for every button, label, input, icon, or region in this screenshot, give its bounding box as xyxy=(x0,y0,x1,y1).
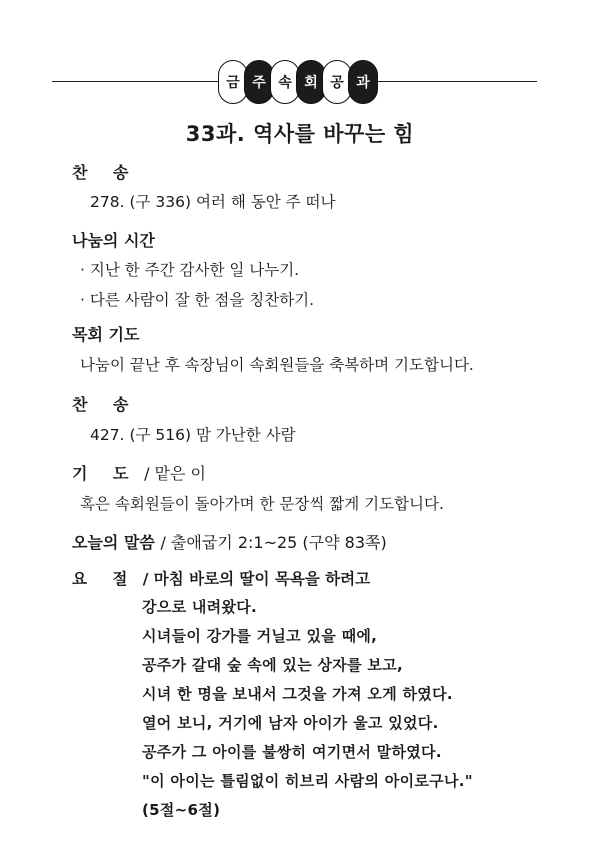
hymn1-text: 278. (구 336) 여러 해 동안 주 떠나 xyxy=(90,193,336,211)
verse-line-6: 열어 보니, 거기에 남자 아이가 울고 있었다. xyxy=(142,714,439,732)
word-reference: / 출애굽기 2:1~25 (구약 83쪽) xyxy=(160,533,387,552)
lesson-title: 33과. 역사를 바꾸는 힘 xyxy=(185,122,415,146)
verse-line-7: 공주가 그 아이를 불쌍히 여기면서 말하였다. xyxy=(142,743,442,761)
prayer1-heading: 목회 기도 xyxy=(72,325,140,344)
verse-line-3: 시녀들이 강가를 거닐고 있을 때에, xyxy=(142,627,378,645)
sharing-item-1: · 지난 한 주간 감사한 일 나누기. xyxy=(80,261,300,279)
prayer1-text: 나눔이 끝난 후 속장님이 속회원들을 축복하며 기도합니다. xyxy=(80,356,474,374)
banner-char-5: 공 xyxy=(322,60,352,104)
sharing-heading: 나눔의 시간 xyxy=(72,231,155,250)
sharing-item-2: · 다른 사람이 잘 한 점을 칭찬하기. xyxy=(80,291,315,309)
prayer2-text: 혹은 속회원들이 돌아가며 한 문장씩 짧게 기도합니다. xyxy=(80,495,444,513)
banner-char-2: 주 xyxy=(244,60,274,104)
banner-char-1: 금 xyxy=(218,60,248,104)
verse-line-4: 공주가 갈대 숲 속에 있는 상자를 보고, xyxy=(142,656,403,674)
header-banner xyxy=(218,58,378,106)
banner-char-6: 과 xyxy=(348,60,378,104)
hymn2-heading: 찬 송 xyxy=(72,395,139,414)
verse-line-5: 시녀 한 명을 보내서 그것을 가져 오게 하였다. xyxy=(142,685,453,703)
prayer2-heading: 기 도 / 맡은 이 xyxy=(72,464,206,483)
hymn2-text: 427. (구 516) 맘 가난한 사람 xyxy=(90,426,296,444)
word-heading: 오늘의 말씀 / 출애굽기 2:1~25 (구약 83쪽) xyxy=(72,533,387,552)
banner-char-3: 속 xyxy=(270,60,300,104)
verse-line-1: / 마침 바로의 딸이 목욕을 하려고 xyxy=(142,570,371,588)
hymn1-heading: 찬 송 xyxy=(72,163,139,182)
verse-line-8: "이 아이는 틀림없이 히브리 사람의 아이로구나." xyxy=(142,772,473,790)
prayer2-sub: / 맡은 이 xyxy=(144,464,206,483)
verse-line-2: 강으로 내려왔다. xyxy=(142,598,258,616)
verse-heading: 요 절 / 마침 바로의 딸이 목욕을 하려고 xyxy=(72,570,371,588)
banner-char-4: 회 xyxy=(296,60,326,104)
verse-reference: (5절~6절) xyxy=(142,801,221,819)
